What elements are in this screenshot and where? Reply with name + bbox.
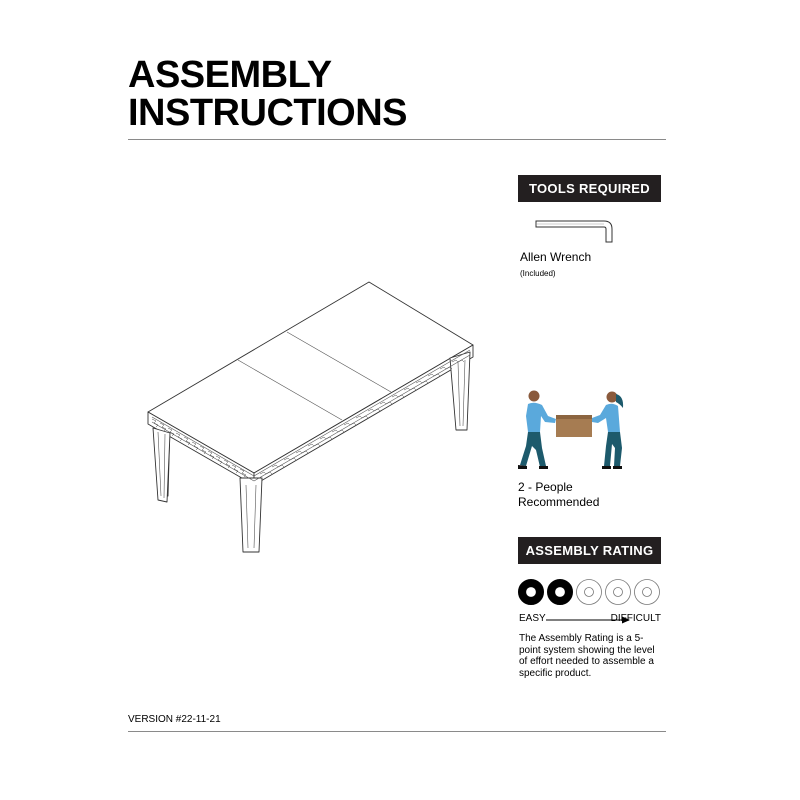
rating-dot-center (614, 588, 623, 597)
rating-dot-center (585, 588, 594, 597)
people-recommendation (518, 480, 599, 510)
title-line-1: ASSEMBLY (128, 54, 332, 96)
rating-description: The Assembly Rating is a 5-point system showing the level of effort needed to assemble a specific product. (519, 633, 655, 679)
people-recommended-label: Recommended (518, 495, 600, 509)
assembly-rating-badge: ASSEMBLY RATING (518, 537, 661, 564)
bottom-divider (128, 731, 666, 732)
rating-dot-center (556, 588, 565, 597)
people-count: 2 - People (518, 480, 573, 494)
tools-required-badge: TOOLS REQUIRED (518, 175, 661, 202)
rating-dot-center (643, 588, 652, 597)
top-divider (128, 139, 666, 140)
version-label: VERSION #22-11-21 (128, 714, 221, 725)
easy-label: EASY (519, 613, 546, 624)
title-line-2: INSTRUCTIONS (128, 92, 407, 134)
tool-name: Allen Wrench (520, 250, 592, 264)
tool-note: (Included) (520, 269, 556, 278)
page-title (128, 56, 407, 132)
rating-dots (517, 578, 662, 606)
two-people-carrying-box-icon (512, 388, 636, 472)
difficulty-scale (519, 613, 661, 627)
rating-dot-center (527, 588, 536, 597)
dining-table-icon (140, 270, 485, 565)
allen-wrench-icon (534, 216, 616, 246)
difficult-label: DIFFICULT (610, 613, 661, 624)
